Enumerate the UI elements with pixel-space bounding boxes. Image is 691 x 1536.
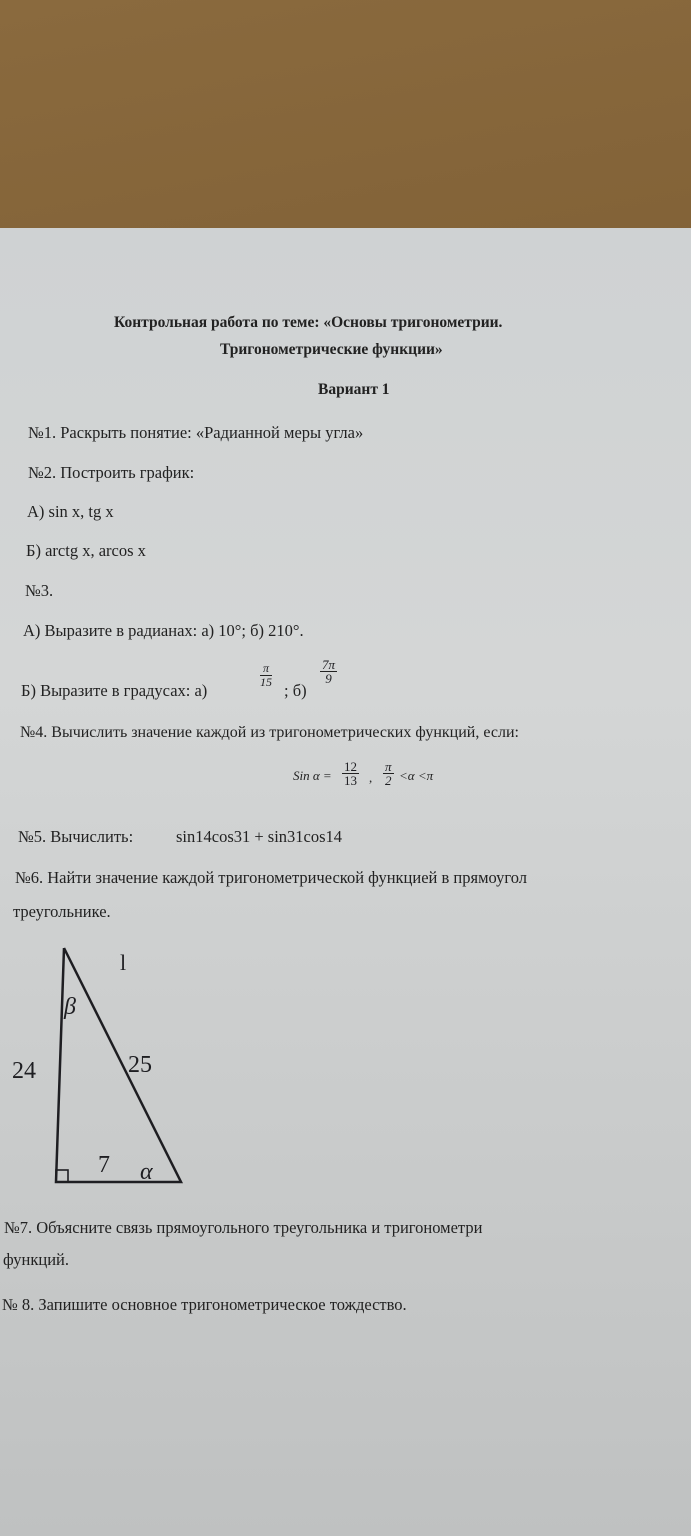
task-4-sin: Sin α = — [293, 768, 332, 783]
fraction-denominator: 13 — [344, 773, 357, 788]
fraction-12-13 — [342, 760, 359, 787]
right-angle-mark — [56, 1170, 68, 1182]
fraction-pi-2 — [383, 760, 394, 787]
fraction-numerator: 12 — [344, 759, 357, 774]
task-5-expression: sin14cos31 + sin31cos14 — [176, 827, 343, 846]
task-2b: Б) arctg x, arcos x — [26, 541, 146, 560]
right-triangle-figure — [0, 928, 240, 1198]
triangle-outline — [56, 948, 181, 1182]
triangle-side-24: 24 — [12, 1058, 36, 1084]
task-7-line-1: №7. Объясните связь прямоугольного треугольника и тригонометри — [4, 1218, 483, 1237]
fraction-denominator: 2 — [385, 773, 392, 788]
task-7-line-2: функций. — [3, 1250, 69, 1269]
task-6-line-2: треугольнике. — [13, 902, 111, 921]
title-line-2: Тригонометрические функции» — [220, 341, 443, 358]
task-1: №1. Раскрыть понятие: «Радианной меры угла» — [28, 423, 364, 442]
task-4-inequality: <α <π — [399, 768, 434, 783]
triangle-side-7: 7 — [98, 1152, 110, 1178]
triangle-angle-beta: β — [64, 994, 76, 1020]
triangle-side-25: 25 — [128, 1052, 152, 1078]
fraction-denominator: 9 — [325, 671, 332, 686]
triangle-stray-mark: l — [120, 950, 127, 975]
fraction-7pi-9 — [320, 658, 337, 685]
task-6-line-1: №6. Найти значение каждой тригонометрической функцией в прямоугол — [15, 868, 528, 887]
fraction-numerator: π — [385, 759, 392, 774]
task-3b: Б) Выразите в градусах: а) — [21, 681, 208, 700]
title-line-1: Контрольная работа по теме: «Основы тригонометрии. — [114, 314, 503, 331]
fraction-numerator: π — [260, 662, 272, 676]
task-3: №3. — [25, 581, 54, 600]
task-3b-mid: ; б) — [284, 681, 307, 700]
variant-label: Вариант 1 — [318, 381, 390, 398]
task-5-label: №5. Вычислить: — [18, 827, 134, 846]
exam-sheet — [0, 228, 691, 1536]
fraction-pi-15 — [260, 662, 272, 689]
fraction-numerator: 7π — [322, 657, 336, 672]
task-3a: А) Выразите в радианах: а) 10°; б) 210°. — [23, 621, 304, 640]
task-8: № 8. Запишите основное тригонометрическое тождество. — [2, 1295, 407, 1314]
task-4-comma: , — [369, 770, 373, 785]
fraction-denominator: 15 — [260, 675, 272, 689]
task-2: №2. Построить график: — [28, 463, 195, 482]
triangle-angle-alpha: α — [140, 1159, 153, 1185]
task-2a: А) sin x, tg x — [27, 502, 114, 521]
task-4: №4. Вычислить значение каждой из тригонометрических функций, если: — [20, 724, 519, 741]
